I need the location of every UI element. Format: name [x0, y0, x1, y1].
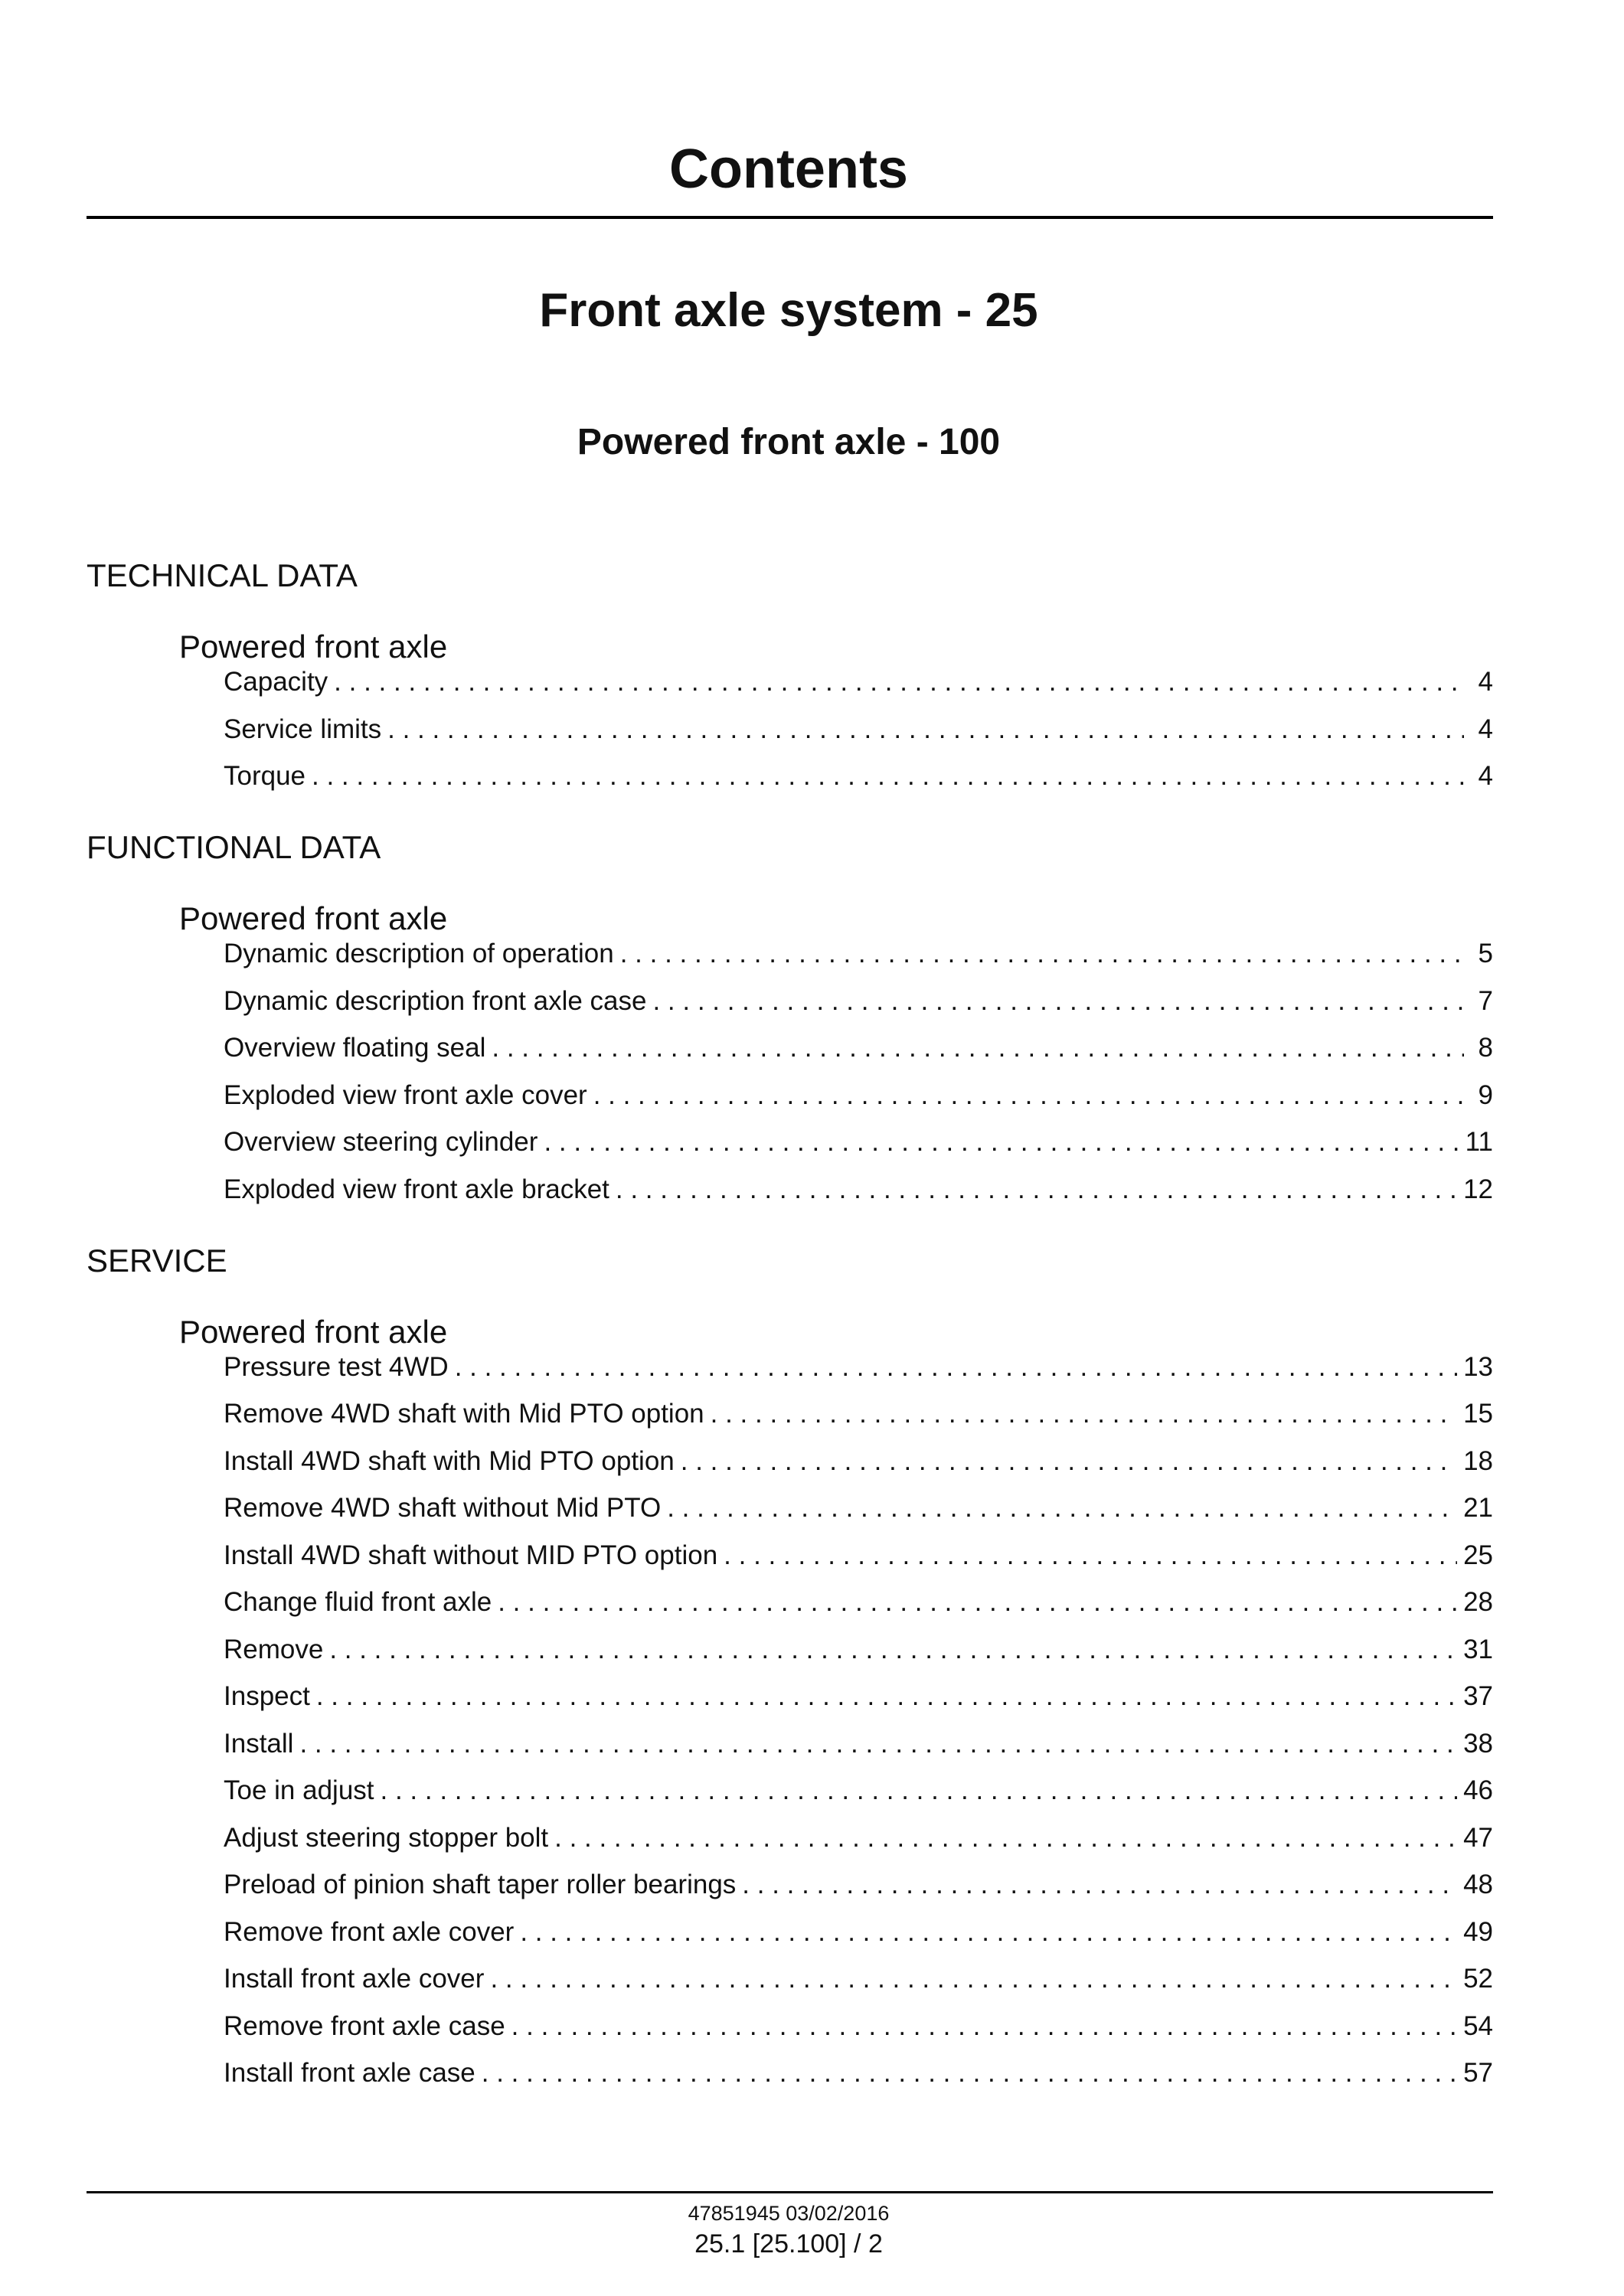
toc-entry-label: Overview floating seal: [224, 1033, 486, 1063]
toc-entry[interactable]: [224, 666, 1493, 698]
toc-entry-page: 48: [1463, 1870, 1493, 1899]
toc-entry-label: Dynamic description front axle case: [224, 985, 647, 1016]
toc-entry-list: [87, 666, 1493, 792]
toc-entry-page: 21: [1463, 1493, 1493, 1523]
toc-entry-label: Remove 4WD shaft with Mid PTO option: [224, 1399, 704, 1429]
toc-entry-page: 4: [1478, 667, 1493, 697]
dot-leader: [498, 1586, 1457, 1618]
toc-entry[interactable]: [224, 938, 1493, 970]
dot-leader: [711, 1398, 1457, 1430]
toc-entry[interactable]: [224, 2010, 1493, 2043]
dot-leader: [593, 1079, 1464, 1112]
toc-entry-page: 25: [1463, 1540, 1493, 1570]
toc-entry[interactable]: [224, 1079, 1493, 1112]
toc-entry[interactable]: [224, 1586, 1493, 1618]
toc-entry-page: 4: [1478, 761, 1493, 791]
toc-entry-page: 37: [1463, 1681, 1493, 1711]
page-title: Contents: [669, 139, 908, 200]
dot-leader: [616, 1174, 1457, 1206]
toc-entry-page: 52: [1463, 1964, 1493, 1994]
toc-entry-list: [87, 938, 1493, 1206]
subsystem-title: Powered front axle - 100: [577, 422, 1001, 462]
toc-entry-page: 31: [1463, 1634, 1493, 1664]
dot-leader: [511, 2010, 1457, 2043]
toc-entry[interactable]: [224, 1174, 1493, 1206]
toc-entry-label: Adjust steering stopper bolt: [224, 1822, 549, 1853]
toc-entry-page: 11: [1465, 1127, 1493, 1157]
toc-entry-page: 47: [1463, 1822, 1493, 1853]
dot-leader: [652, 985, 1464, 1017]
toc-entry[interactable]: [224, 1916, 1493, 1948]
toc-entry[interactable]: [224, 1728, 1493, 1760]
toc-entry[interactable]: [224, 985, 1493, 1017]
dot-leader: [667, 1492, 1457, 1524]
toc-entry-label: Preload of pinion shaft taper roller bearings: [224, 1870, 737, 1899]
toc-entry-page: 9: [1478, 1079, 1493, 1110]
toc-entry[interactable]: [224, 1445, 1493, 1478]
toc-entry-label: Remove front axle cover: [224, 1916, 515, 1947]
dot-leader: [381, 1775, 1458, 1807]
toc-entry-label: Dynamic description of operation: [224, 939, 614, 968]
dot-leader: [334, 666, 1464, 698]
toc-entry-page: 13: [1463, 1351, 1493, 1382]
toc-entry[interactable]: [224, 1634, 1493, 1666]
toc-entry-label: Torque: [224, 761, 306, 791]
toc-section-functional-data: [87, 825, 1493, 1206]
toc-entry-label: Install front axle cover: [224, 1964, 485, 1994]
toc-entry-label: Remove: [224, 1634, 324, 1664]
dot-leader: [482, 2057, 1457, 2089]
toc-entry-label: Toe in adjust: [224, 1775, 374, 1805]
toc-entry[interactable]: [224, 1775, 1493, 1807]
toc-entry-page: 54: [1463, 2010, 1493, 2041]
dot-leader: [544, 1126, 1459, 1158]
toc-entry-page: 57: [1463, 2058, 1493, 2088]
section-heading: TECHNICAL DATA: [87, 557, 358, 593]
toc-entry-page: 8: [1478, 1033, 1493, 1063]
toc-entry[interactable]: [224, 1126, 1493, 1158]
document-id: 47851945 03/02/2016: [688, 2202, 890, 2225]
toc-entry-page: 28: [1463, 1587, 1493, 1617]
toc-entry-label: Remove 4WD shaft without Mid PTO: [224, 1493, 662, 1523]
dot-leader: [312, 760, 1464, 792]
dot-leader: [316, 1680, 1457, 1713]
dot-leader: [681, 1445, 1457, 1478]
dot-leader: [520, 1916, 1457, 1948]
toc-entry-list: [87, 1351, 1493, 2090]
toc-entry-label: Service limits: [224, 714, 382, 744]
group-heading: Powered front axle: [179, 900, 448, 936]
dot-leader: [490, 1963, 1457, 1995]
toc-entry[interactable]: [224, 1869, 1493, 1901]
dot-leader: [554, 1822, 1457, 1854]
dot-leader: [742, 1869, 1457, 1901]
header-divider: [87, 216, 1493, 219]
toc-entry[interactable]: [224, 714, 1493, 746]
toc-entry-label: Exploded view front axle bracket: [224, 1174, 609, 1204]
group-heading: Powered front axle: [179, 629, 448, 665]
section-heading: FUNCTIONAL DATA: [87, 829, 381, 865]
dot-leader: [724, 1540, 1457, 1572]
toc-entry[interactable]: [224, 1492, 1493, 1524]
dot-leader: [620, 938, 1464, 970]
toc-entry[interactable]: [224, 1540, 1493, 1572]
toc-entry-label: Remove front axle case: [224, 2010, 505, 2041]
toc-entry-label: Inspect: [224, 1681, 310, 1711]
toc-entry-page: 18: [1463, 1445, 1493, 1476]
toc-entry[interactable]: [224, 2057, 1493, 2089]
section-heading: SERVICE: [87, 1242, 227, 1279]
toc-sections: [87, 553, 1493, 2105]
dot-leader: [299, 1728, 1457, 1760]
toc-entry-label: Pressure test 4WD: [224, 1351, 449, 1382]
toc-entry-page: 7: [1478, 985, 1493, 1016]
toc-entry[interactable]: [224, 1032, 1493, 1064]
toc-entry-page: 4: [1478, 714, 1493, 744]
toc-entry[interactable]: [224, 1351, 1493, 1383]
toc-entry-page: 38: [1463, 1728, 1493, 1759]
toc-entry-page: 46: [1463, 1775, 1493, 1805]
group-heading: Powered front axle: [179, 1313, 448, 1350]
toc-entry[interactable]: [224, 1680, 1493, 1713]
toc-entry[interactable]: [224, 1822, 1493, 1854]
dot-leader: [455, 1351, 1457, 1383]
toc-entry-label: Install 4WD shaft without MID PTO option: [224, 1540, 718, 1570]
dot-leader: [387, 714, 1464, 746]
dot-leader: [329, 1634, 1457, 1666]
toc-entry-label: Install front axle case: [224, 2058, 475, 2088]
toc-entry-label: Overview steering cylinder: [224, 1127, 538, 1157]
toc-section-service: [87, 1238, 1493, 2090]
toc-entry[interactable]: [224, 760, 1493, 792]
footer-divider: [87, 2191, 1493, 2193]
toc-entry-page: 12: [1463, 1174, 1493, 1204]
toc-entry-page: 15: [1463, 1399, 1493, 1429]
toc-entry-label: Change fluid front axle: [224, 1587, 492, 1617]
toc-entry-label: Install 4WD shaft with Mid PTO option: [224, 1445, 675, 1476]
toc-entry-page: 5: [1478, 939, 1493, 968]
toc-entry-page: 49: [1463, 1916, 1493, 1947]
toc-entry-label: Install: [224, 1728, 294, 1759]
toc-entry[interactable]: [224, 1398, 1493, 1430]
toc-entry[interactable]: [224, 1963, 1493, 1995]
toc-section-technical-data: [87, 553, 1493, 792]
page-reference: 25.1 [25.100] / 2: [694, 2229, 883, 2258]
toc-entry-label: Exploded view front axle cover: [224, 1079, 587, 1110]
toc-entry-label: Capacity: [224, 667, 328, 697]
dot-leader: [492, 1032, 1464, 1064]
system-title: Front axle system - 25: [539, 284, 1038, 337]
